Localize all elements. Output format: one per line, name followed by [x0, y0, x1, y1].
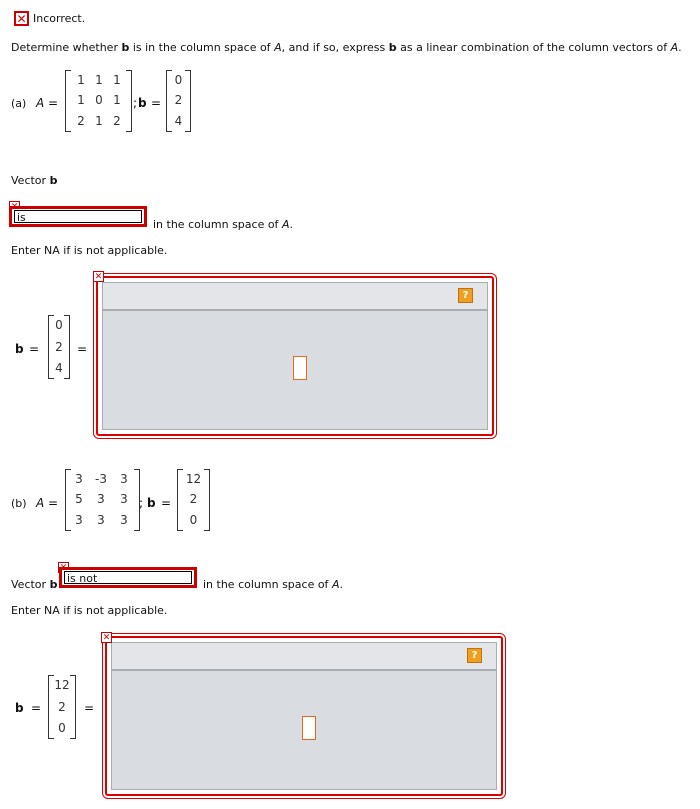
incorrect-x-icon: ✕	[14, 11, 29, 26]
matrix-cell: 1	[95, 114, 103, 128]
matrix-cell: 3	[75, 472, 83, 486]
matrix-cell: 5	[75, 492, 83, 506]
column-space-text: in the column space of A.	[203, 578, 343, 591]
vector-cell: 12	[185, 472, 202, 486]
equation-toolbar	[102, 282, 488, 310]
na-hint: Enter NA if is not applicable.	[11, 604, 168, 617]
matrix-cell: 2	[113, 114, 121, 128]
select-value: is not	[67, 572, 98, 585]
na-hint: Enter NA if is not applicable.	[11, 244, 168, 257]
vector-b	[166, 70, 191, 132]
matrix-cell: 0	[95, 93, 103, 107]
select-value: is	[17, 211, 26, 224]
answer-b-label: b	[15, 701, 24, 715]
equals-sign: =	[77, 342, 88, 356]
matrix-cell: 1	[77, 93, 85, 107]
answer-editor-area[interactable]	[111, 670, 497, 790]
column-space-text: in the column space of A.	[153, 218, 293, 231]
vector-cell: 0	[55, 318, 63, 332]
vector-cell: 2	[55, 340, 63, 354]
vector-cell: 12	[54, 678, 70, 692]
vector-cell: 0	[189, 513, 198, 527]
matrix-a-label: A	[36, 96, 45, 110]
equals-sign: =	[31, 701, 42, 715]
equals-sign: =	[29, 342, 40, 356]
equals-sign: =	[84, 701, 95, 715]
status-text: Incorrect.	[33, 12, 86, 25]
semicolon: ;	[133, 96, 138, 110]
matrix-cell: 1	[113, 93, 121, 107]
answer-vector-b	[48, 675, 76, 739]
help-icon[interactable]: ?	[467, 648, 482, 663]
matrix-cell: 1	[113, 73, 121, 87]
matrix-cell: 2	[77, 114, 85, 128]
vector-b-label: b	[147, 496, 156, 510]
equals-sign: =	[48, 496, 59, 510]
vector-cell: 2	[58, 700, 66, 714]
vector-cell: 4	[55, 361, 63, 375]
equals-sign: =	[151, 96, 162, 110]
vector-b-caption: Vector b	[11, 174, 58, 187]
matrix-cell: 1	[77, 73, 85, 87]
matrix-cell: 3	[75, 513, 83, 527]
part-b-label: (b)	[11, 497, 27, 510]
input-cursor-box[interactable]	[293, 356, 307, 380]
matrix-cell: 3	[97, 513, 105, 527]
answer-input-b[interactable]	[105, 636, 503, 796]
answer-error-x-icon: ✕	[94, 272, 103, 282]
matrix-a	[65, 469, 140, 531]
matrix-cell: 1	[95, 73, 103, 87]
part-a-label: (a)	[11, 97, 27, 110]
membership-select-b[interactable]	[60, 568, 196, 587]
answer-b-label: b	[15, 342, 24, 356]
vector-cell: 0	[174, 73, 183, 87]
vector-cell: 4	[174, 114, 183, 128]
input-cursor-box[interactable]	[302, 716, 316, 740]
matrix-cell: 3	[120, 472, 128, 486]
vector-cell: 2	[174, 93, 183, 107]
semicolon: ;	[139, 496, 144, 510]
vector-cell: 2	[189, 492, 198, 506]
question-prompt: Determine whether b is in the column space of A, and if so, express b as a linear combination of the column vectors of A.	[11, 41, 682, 54]
equals-sign: =	[48, 96, 59, 110]
equals-sign: =	[161, 496, 172, 510]
vector-cell: 0	[58, 721, 66, 735]
answer-error-x-icon: ✕	[102, 633, 111, 643]
matrix-cell: 3	[97, 492, 105, 506]
answer-vector-b	[48, 315, 70, 379]
vector-b-caption: Vector b	[11, 578, 58, 591]
matrix-cell: 3	[120, 492, 128, 506]
help-icon[interactable]: ?	[458, 288, 473, 303]
answer-editor-area[interactable]	[102, 310, 488, 430]
matrix-cell: 3	[120, 513, 128, 527]
matrix-a-label: A	[36, 496, 45, 510]
matrix-a	[65, 70, 132, 132]
vector-b-label: b	[138, 96, 147, 110]
answer-input-a[interactable]	[96, 276, 494, 436]
vector-b	[177, 469, 210, 531]
matrix-cell: -3	[95, 472, 107, 486]
membership-select-a[interactable]	[10, 207, 146, 226]
equation-toolbar	[111, 642, 497, 670]
